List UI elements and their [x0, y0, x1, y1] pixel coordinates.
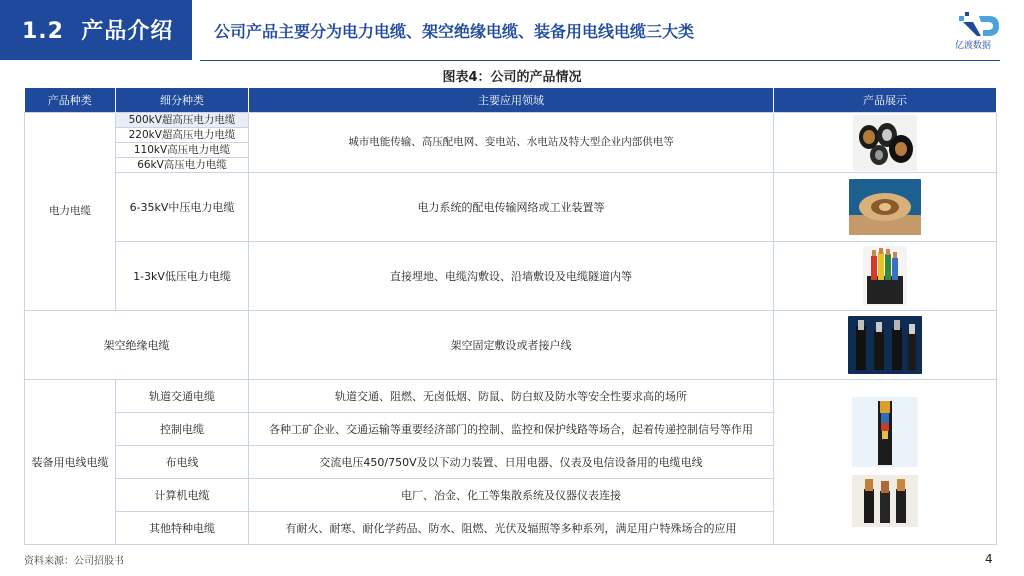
- top-banner: [0, 0, 1024, 60]
- header-application: 主要应用领域: [249, 88, 774, 113]
- logo-text: 亿渡数据: [955, 41, 992, 51]
- category-power-cable: 电力电缆: [25, 113, 116, 311]
- table-row: [25, 242, 997, 311]
- section-title: [22, 14, 173, 45]
- product-image-cell: [774, 113, 997, 173]
- header-product-display: 产品展示: [774, 88, 997, 113]
- table-header-row: [25, 88, 997, 113]
- product-table: [24, 88, 997, 545]
- equipment-cable-image-2: [852, 475, 918, 527]
- table-row: [25, 380, 997, 413]
- application-rail-transit: 轨道交通、阻燃、无卤低烟、防鼠、防白蚁及防水等安全性要求高的场所: [249, 380, 774, 413]
- subcategory-wiring: 布电线: [116, 446, 249, 479]
- header-divider: [200, 60, 1000, 61]
- subcategory-special-cable: 其他特种电缆: [116, 512, 249, 545]
- category-equipment-cable: 装备用电线电缆: [25, 380, 116, 545]
- subcategory-220kv: 220kV超高压电力电缆: [116, 128, 249, 143]
- application-computer-cable: 电厂、冶金、化工等集散系统及仪器仪表连接: [249, 479, 774, 512]
- product-image-cell: [774, 311, 997, 380]
- equipment-cable-image-1: [852, 397, 918, 467]
- page-number: 4: [985, 552, 993, 566]
- subcategory-control-cable: 控制电缆: [116, 413, 249, 446]
- application-low-voltage: 直接埋地、电缆沟敷设、沿墙敷设及电缆隧道内等: [249, 242, 774, 311]
- table-row: [25, 311, 997, 380]
- medium-voltage-cable-image: [849, 179, 921, 235]
- product-image-cell: [774, 242, 997, 311]
- header-subcategory: 细分种类: [116, 88, 249, 113]
- application-high-voltage: 城市电能传输、高压配电网、变电站、水电站及特大型企业内部供电等: [249, 113, 774, 173]
- table-title: 图表4：公司的产品情况: [442, 70, 582, 85]
- application-overhead: 架空固定敷设或者接户线: [249, 311, 774, 380]
- application-wiring: 交流电压450/750V及以下动力装置、日用电器、仪表及电信设备用的电缆电线: [249, 446, 774, 479]
- subcategory-rail-transit: 轨道交通电缆: [116, 380, 249, 413]
- product-image-cell: [774, 173, 997, 242]
- table-row: [25, 173, 997, 242]
- subcategory-66kv: 66kV高压电力电缆: [116, 158, 249, 173]
- section-name: 产品介绍: [81, 19, 174, 44]
- header-category: 产品种类: [25, 88, 116, 113]
- application-control-cable: 各种工矿企业、交通运输等重要经济部门的控制、监控和保护线路等场合，起着传递控制信号等作用: [249, 413, 774, 446]
- product-image-cell: [774, 380, 997, 545]
- slide-headline: 公司产品主要分为电力电缆、架空绝缘电缆、装备用电线电缆三大类: [214, 22, 695, 41]
- subcategory-110kv: 110kV高压电力电缆: [116, 143, 249, 158]
- source-note: 资料来源：公司招股书: [24, 556, 124, 567]
- application-medium-voltage: 电力系统的配电传输网络或工业装置等: [249, 173, 774, 242]
- application-special-cable: 有耐火、耐寒、耐化学药品、防水、阻燃、光伏及辐照等多种系列，满足用户特殊场合的应用: [249, 512, 774, 545]
- subcategory-500kv: 500kV超高压电力电缆: [116, 113, 249, 128]
- subcategory-low-voltage: 1-3kV低压电力电缆: [116, 242, 249, 311]
- high-voltage-cable-image: [853, 115, 917, 171]
- section-label-box: [0, 0, 192, 60]
- subcategory-computer-cable: 计算机电缆: [116, 479, 249, 512]
- category-overhead-cable: 架空绝缘电缆: [25, 311, 249, 380]
- overhead-cable-image: [848, 316, 922, 374]
- section-number: 1.2: [22, 19, 64, 44]
- table-row: [25, 113, 997, 128]
- subcategory-medium-voltage: 6-35kV中压电力电缆: [116, 173, 249, 242]
- low-voltage-cable-image: [863, 246, 907, 306]
